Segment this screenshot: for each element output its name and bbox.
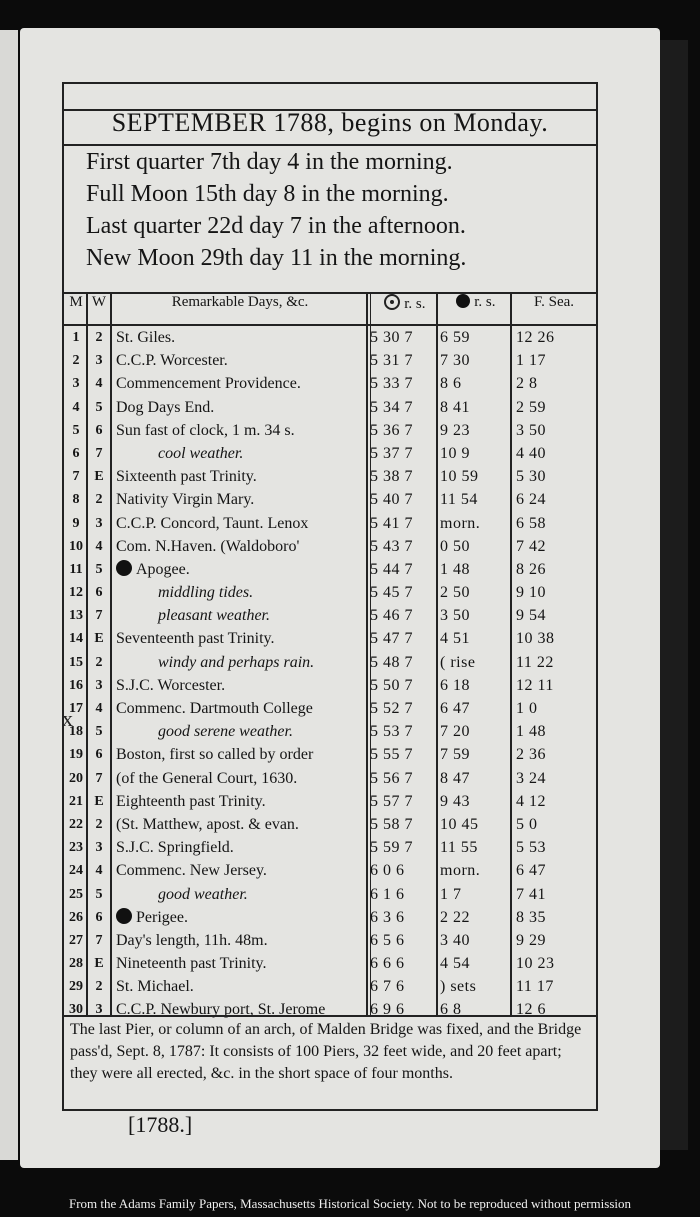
full-sea: 11 17: [516, 978, 554, 996]
moon-rise-set: 10 9: [440, 444, 470, 462]
moon-phases: [64, 144, 596, 294]
sun-rise-set: 5 48 7: [370, 653, 413, 671]
moon-icon: [456, 294, 470, 308]
moon-rise-set: morn.: [440, 514, 481, 532]
sun-rise-set: 5 45 7: [370, 584, 413, 602]
sun-rise-set: 5 46 7: [370, 607, 413, 625]
week-day: 7: [95, 608, 103, 624]
week-day: 4: [95, 863, 103, 879]
moon-rise-set: 6 59: [440, 329, 470, 346]
moon-rise-set: 1 7: [440, 885, 462, 903]
month-day: 10: [69, 538, 83, 554]
sun-rise-set: 5 56 7: [370, 769, 413, 787]
sun-rise-set: 5 36 7: [370, 421, 413, 439]
month-day: 20: [69, 770, 83, 786]
week-day: 3: [95, 1002, 103, 1018]
sun-rise-set: 6 3 6: [370, 908, 405, 926]
remarkable-day-text: [116, 558, 364, 581]
moon-rise-set: 3 50: [440, 607, 470, 625]
week-day: 2: [95, 816, 103, 832]
table-row: [64, 743, 596, 766]
header-moon-label: r. s.: [474, 294, 496, 310]
moon-rise-set: 7 30: [440, 352, 470, 370]
remarkable-day-text: Day's length, 11h. 48m.: [116, 931, 268, 949]
moon-node-icon: [116, 908, 132, 924]
week-day: 2: [95, 330, 103, 345]
full-sea: 1 0: [516, 700, 538, 717]
remarkable-day-text: Com. N.Haven. (Waldoboro': [116, 537, 300, 555]
full-sea: 6 47: [516, 862, 546, 880]
moon-rise-set: 11 54: [440, 491, 478, 509]
week-day: 7: [95, 932, 103, 948]
table-row: [64, 349, 596, 372]
moon-rise-set: 9 23: [440, 421, 470, 439]
remarkable-day-text: Sun fast of clock, 1 m. 34 s.: [116, 421, 295, 439]
table-rows: [64, 326, 596, 1022]
sun-rise-set: 5 58 7: [370, 815, 413, 833]
table-row: [64, 697, 596, 720]
full-sea: 2 36: [516, 746, 546, 764]
remarkable-day-text: Nineteenth past Trinity.: [116, 955, 267, 973]
week-day: 5: [95, 561, 103, 577]
moon-rise-set: 4 54: [440, 955, 470, 973]
remarkable-day-text: S.J.C. Worcester.: [116, 676, 226, 694]
sun-rise-set: 6 0 6: [370, 862, 405, 880]
moon-rise-set: 2 22: [440, 908, 470, 926]
week-day: 7: [95, 445, 103, 461]
table-row: [64, 720, 596, 743]
month-day: 3: [72, 376, 80, 392]
month-day: 7: [72, 469, 80, 485]
month-day: 26: [69, 909, 83, 925]
month-day: 30: [69, 1002, 83, 1018]
moon-rise-set: 6 18: [440, 676, 470, 694]
full-sea: 9 54: [516, 607, 546, 625]
full-sea: 5 30: [516, 468, 546, 486]
full-sea: 8 35: [516, 908, 546, 926]
table-row: [64, 512, 596, 535]
remarkable-day-text: Dog Days End.: [116, 398, 215, 416]
moon-rise-set: ) sets: [440, 978, 477, 996]
sun-rise-set: 5 38 7: [370, 468, 413, 486]
moon-rise-set: 4 51: [440, 630, 470, 648]
moon-rise-set: 7 59: [440, 746, 470, 764]
full-sea: 7 41: [516, 885, 546, 903]
moon-rise-set: 8 47: [440, 769, 470, 787]
remarkable-day-text: Sixteenth past Trinity.: [116, 468, 257, 486]
sun-rise-set: 5 31 7: [370, 352, 413, 370]
month-day: 16: [69, 677, 83, 693]
month-day: 12: [69, 585, 83, 601]
sun-rise-set: 5 53 7: [370, 723, 413, 741]
remarkable-day-text: S.J.C. Springfield.: [116, 839, 234, 857]
table-row: [64, 859, 596, 882]
moon-rise-set: 11 55: [440, 839, 478, 857]
sun-rise-set: 5 59 7: [370, 839, 413, 857]
moon-rise-set: 6 8: [440, 1001, 462, 1019]
month-day: 15: [69, 654, 83, 670]
remarkable-day-text: good weather.: [158, 885, 248, 903]
moon-rise-set: 8 6: [440, 375, 462, 393]
week-day: 5: [95, 886, 103, 902]
full-sea: 5 0: [516, 815, 538, 833]
week-day: 7: [95, 770, 103, 786]
full-sea: 4 12: [516, 792, 546, 810]
bridge-note: The last Pier, or column of an arch, of Malden Bridge was fixed, and the Bridge pass'd, Sept. 8, 1787: It consists of 100 Piers, 32 feet wide, and 20 feet apart; they were all erected, &c. in the short space of four months.: [64, 1015, 596, 1107]
sun-rise-set: 6 9 6: [370, 1001, 405, 1019]
week-day: 4: [95, 538, 103, 554]
week-day: E: [94, 793, 104, 809]
moon-rise-set: morn.: [440, 862, 481, 880]
month-day: 9: [72, 515, 80, 531]
calendar-frame: [62, 82, 598, 1111]
remarkable-day-text: Commenc. Dartmouth College: [116, 700, 313, 717]
table-row: [64, 558, 596, 581]
moon-rise-set: 7 20: [440, 723, 470, 741]
week-day: E: [94, 469, 104, 485]
full-sea: 11 22: [516, 653, 554, 671]
full-sea: 9 10: [516, 584, 546, 602]
remarkable-day-text: pleasant weather.: [158, 607, 270, 625]
month-day: 21: [69, 793, 83, 809]
week-day: 3: [95, 353, 103, 369]
moon-rise-set: ( rise: [440, 653, 476, 671]
remarkable-day-text: C.C.P. Worcester.: [116, 352, 228, 370]
remarkable-day-label: Apogee.: [136, 560, 190, 578]
remarkable-day-text: cool weather.: [158, 444, 244, 462]
header-remarkable-days: Remarkable Days, &c.: [171, 294, 309, 310]
week-day: 6: [95, 422, 103, 438]
month-day: 1: [72, 330, 80, 345]
sun-rise-set: 5 55 7: [370, 746, 413, 764]
month-day: 19: [69, 747, 83, 763]
week-day: 2: [95, 654, 103, 670]
table-row: [64, 627, 596, 650]
sun-rise-set: 5 57 7: [370, 792, 413, 810]
moon-phase-first-quarter: First quarter 7th day 4 in the morning.: [86, 149, 453, 175]
full-sea: 7 42: [516, 537, 546, 555]
table-row: [64, 396, 596, 419]
week-day: 6: [95, 585, 103, 601]
remarkable-day-text: Commencement Providence.: [116, 375, 301, 393]
remarkable-day-text: Eighteenth past Trinity.: [116, 792, 266, 810]
sun-icon: [384, 294, 400, 310]
table-row: [64, 790, 596, 813]
moon-rise-set: 2 50: [440, 584, 470, 602]
full-sea: 1 48: [516, 723, 546, 741]
binding-shadow: [660, 40, 688, 1150]
sun-rise-set: 5 30 7: [370, 329, 413, 346]
table-header: [64, 294, 596, 326]
sun-rise-set: 5 43 7: [370, 537, 413, 555]
moon-rise-set: 10 59: [440, 468, 479, 486]
remarkable-day-text: C.C.P. Newbury port, St. Jerome: [116, 1001, 326, 1019]
moon-phase-last-quarter: Last quarter 22d day 7 in the afternoon.: [86, 213, 466, 239]
remarkable-day-text: St. Michael.: [116, 978, 194, 996]
sun-rise-set: 5 40 7: [370, 491, 413, 509]
sun-rise-set: 5 44 7: [370, 560, 413, 578]
week-day: 3: [95, 515, 103, 531]
table-row: [64, 465, 596, 488]
header-week-day: W: [91, 294, 107, 310]
full-sea: 6 24: [516, 491, 546, 509]
table-row: [64, 767, 596, 790]
full-sea: 10 23: [516, 955, 555, 973]
moon-rise-set: 1 48: [440, 560, 470, 578]
month-day: 17: [69, 701, 83, 716]
header-sun-rise-set: [370, 294, 440, 313]
remarkable-day-text: middling tides.: [158, 584, 254, 602]
month-day: 2: [72, 353, 80, 369]
week-day: E: [94, 956, 104, 972]
remarkable-day-text: (St. Matthew, apost. & evan.: [116, 815, 299, 833]
month-day: 11: [69, 561, 83, 577]
week-day: 4: [95, 376, 103, 392]
month-day: 6: [72, 445, 80, 461]
table-row: [64, 975, 596, 998]
full-sea: 8 26: [516, 560, 546, 578]
week-day: 3: [95, 840, 103, 856]
month-day: 27: [69, 932, 83, 948]
table-row: [64, 813, 596, 836]
moon-rise-set: 9 43: [440, 792, 470, 810]
remarkable-day-text: good serene weather.: [158, 723, 293, 741]
sun-rise-set: 5 34 7: [370, 398, 413, 416]
month-day: 25: [69, 886, 83, 902]
moon-phase-full-moon: Full Moon 15th day 8 in the morning.: [86, 181, 449, 207]
full-sea: 9 29: [516, 931, 546, 949]
sun-rise-set: 6 1 6: [370, 885, 405, 903]
month-day: 5: [72, 422, 80, 438]
month-day: 22: [69, 816, 83, 832]
remarkable-day-text: C.C.P. Concord, Taunt. Lenox: [116, 514, 309, 532]
month-title: SEPTEMBER 1788, begins on Monday.: [111, 108, 549, 137]
month-day: 18: [69, 724, 83, 740]
moon-phase-new-moon: New Moon 29th day 11 in the morning.: [86, 245, 467, 271]
table-row: [64, 326, 596, 349]
margin-mark: x: [62, 706, 73, 731]
remarkable-day-text: Commenc. New Jersey.: [116, 862, 267, 880]
week-day: 4: [95, 701, 103, 716]
sun-rise-set: 5 52 7: [370, 700, 413, 717]
sun-rise-set: 6 7 6: [370, 978, 405, 996]
table-row: [64, 372, 596, 395]
full-sea: 2 59: [516, 398, 546, 416]
archive-caption: From the Adams Family Papers, Massachusetts Historical Society. Not to be reproduced without permission: [68, 1196, 632, 1211]
moon-rise-set: 6 47: [440, 700, 470, 717]
full-sea: 5 53: [516, 839, 546, 857]
week-day: 3: [95, 677, 103, 693]
remarkable-day-text: windy and perhaps rain.: [158, 653, 315, 671]
table-row: [64, 604, 596, 627]
week-day: 2: [95, 979, 103, 995]
facing-page-edge: [0, 30, 18, 1160]
sun-rise-set: 5 47 7: [370, 630, 413, 648]
table-row: [64, 929, 596, 952]
remarkable-day-label: Perigee.: [136, 908, 188, 926]
table-row: [64, 674, 596, 697]
full-sea: 3 50: [516, 421, 546, 439]
remarkable-day-text: St. Giles.: [116, 329, 176, 346]
week-day: 5: [95, 724, 103, 740]
calendar-table: [64, 294, 596, 1022]
sun-rise-set: 6 5 6: [370, 931, 405, 949]
table-row: [64, 488, 596, 511]
month-day: 8: [72, 492, 80, 508]
week-day: 6: [95, 747, 103, 763]
sun-rise-set: 6 6 6: [370, 955, 405, 973]
full-sea: 12 26: [516, 329, 555, 346]
full-sea: 1 17: [516, 352, 546, 370]
full-sea: 3 24: [516, 769, 546, 787]
month-day: 28: [69, 956, 83, 972]
moon-rise-set: 0 50: [440, 537, 470, 555]
week-day: 2: [95, 492, 103, 508]
table-row: [64, 535, 596, 558]
sun-rise-set: 5 33 7: [370, 375, 413, 393]
full-sea: 2 8: [516, 375, 538, 393]
month-day: 24: [69, 863, 83, 879]
full-sea: 4 40: [516, 444, 546, 462]
moon-node-icon: [116, 560, 132, 576]
remarkable-day-text: Nativity Virgin Mary.: [116, 491, 255, 509]
month-day: 29: [69, 979, 83, 995]
moon-rise-set: 3 40: [440, 931, 470, 949]
table-row: [64, 952, 596, 975]
remarkable-day-text: Seventeenth past Trinity.: [116, 630, 275, 648]
header-full-sea: F. Sea.: [533, 294, 575, 310]
week-day: 5: [95, 399, 103, 415]
header-sun-label: r. s.: [404, 296, 426, 312]
month-day: 13: [69, 608, 83, 624]
table-row: [64, 906, 596, 929]
full-sea: 10 38: [516, 630, 555, 648]
table-row: [64, 419, 596, 442]
table-row: [64, 836, 596, 859]
remarkable-day-text: Boston, first so called by order: [116, 746, 314, 764]
header-month-day: M: [69, 294, 83, 310]
sun-rise-set: 5 37 7: [370, 444, 413, 462]
remarkable-day-text: (of the General Court, 1630.: [116, 769, 298, 787]
month-day: 14: [69, 631, 83, 647]
sun-rise-set: 5 50 7: [370, 676, 413, 694]
week-day: E: [94, 631, 104, 647]
month-day: 23: [69, 840, 83, 856]
table-row: [64, 581, 596, 604]
remarkable-day-text: [116, 906, 364, 929]
full-sea: 6 58: [516, 514, 546, 532]
full-sea: 12 6: [516, 1001, 546, 1019]
table-row: [64, 442, 596, 465]
header-moon-rise-set: [440, 294, 512, 311]
page-number: [1788.]: [128, 1112, 193, 1137]
full-sea: 12 11: [516, 676, 554, 694]
moon-rise-set: 10 45: [440, 815, 479, 833]
moon-rise-set: 8 41: [440, 398, 470, 416]
month-day: 4: [72, 399, 80, 415]
week-day: 6: [95, 909, 103, 925]
table-row: [64, 651, 596, 674]
sun-rise-set: 5 41 7: [370, 514, 413, 532]
table-row: [64, 883, 596, 906]
